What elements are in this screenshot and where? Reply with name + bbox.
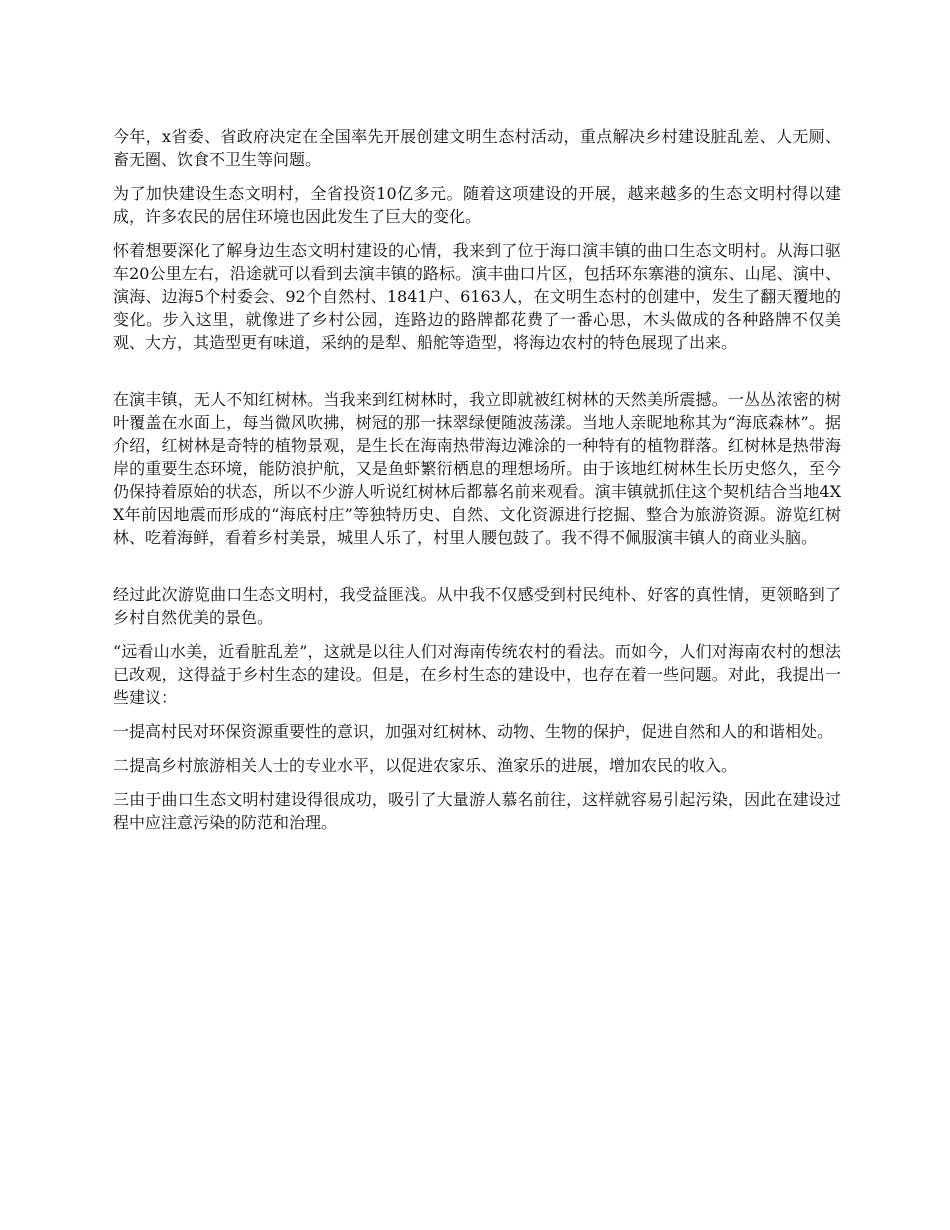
paragraph-mangrove: 在演丰镇，无人不知红树林。当我来到红树林时，我立即就被红树林的天然美所震撼。一丛丛浓密的树叶覆盖在水面上，每当微风吹拂，树冠的那一抹翠绿便随波荡漾。当地人亲昵地称其为“海底森林”。据介绍，红树林是奇特的植物景观，是生长在海南热带海边滩涂的一种特有的植物群落。红树林是热带海岸的重要生态环境，能防浪护航，又是鱼虾繁衍栖息的理想场所。由于该地红树林生长历史悠久，至今仍保持着原始的状态，所以不少游人听说红树林后都慕名前来观看。演丰镇就抓住这个契机结合当地4XX年前因地震而形成的“海底村庄”等独特历史、自然、文化资源进行挖掘、整合为旅游资源。游览红树林、吃着海鲜，看着乡村美景，城里人乐了，村里人腰包鼓了。我不得不佩服演丰镇人的商业头脑。	[113, 390, 841, 547]
paragraph-suggestion-2: 二提高乡村旅游相关人士的专业水平，以促进农家乐、渔家乐的进展，增加农民的收入。	[113, 756, 738, 775]
paragraph-problems: “远看山水美，近看脏乱差”，这就是以往人们对海南传统农村的看法。而如今，人们对海南农村的想法已改观，这得益于乡村生态的建设。但是，在乡村生态的建设中，也存在着一些问题。对此，我提出一些建议：	[113, 642, 841, 707]
paragraph-investment: 为了加快建设生态文明村，全省投资10亿多元。随着这项建设的开展，越来越多的生态文明村得以建成，许多农民的居住环境也因此发生了巨大的变化。	[113, 184, 841, 226]
paragraph-suggestion-1: 一提高村民对环保资源重要性的意识，加强对红树林、动物、生物的保护，促进自然和人的和谐相处。	[113, 722, 834, 741]
paragraph-intro: 今年，x省委、省政府决定在全国率先开展创建文明生态村活动，重点解决乡村建设脏乱差、人无厕、畜无圈、饮食不卫生等问题。	[113, 127, 841, 169]
paragraph-suggestion-3: 三由于曲口生态文明村建设得很成功，吸引了大量游人慕名前往，这样就容易引起污染，因此在建设过程中应注意污染的防范和治理。	[113, 790, 841, 832]
paragraph-visit-qukou: 怀着想要深化了解身边生态文明村建设的心情，我来到了位于海口演丰镇的曲口生态文明村。从海口驱车20公里左右，沿途就可以看到去演丰镇的路标。演丰曲口片区，包括环东寨港的演东、山尾、演中、演海、边海5个村委会、92个自然村、1841户、6163人，在文明生态村的创建中，发生了翻天覆地的变化。步入这里，就像进了乡村公园，连路边的路牌都花费了一番心思，木头做成的各种路牌不仅美观、大方，其造型更有味道，采纳的是犁、船舵等造型，将海边农村的特色展现了出来。	[113, 241, 841, 352]
document-body	[113, 125, 841, 845]
paragraph-reflection: 经过此次游览曲口生态文明村，我受益匪浅。从中我不仅感受到村民纯朴、好客的真性情，更领略到了乡村自然优美的景色。	[113, 585, 841, 627]
